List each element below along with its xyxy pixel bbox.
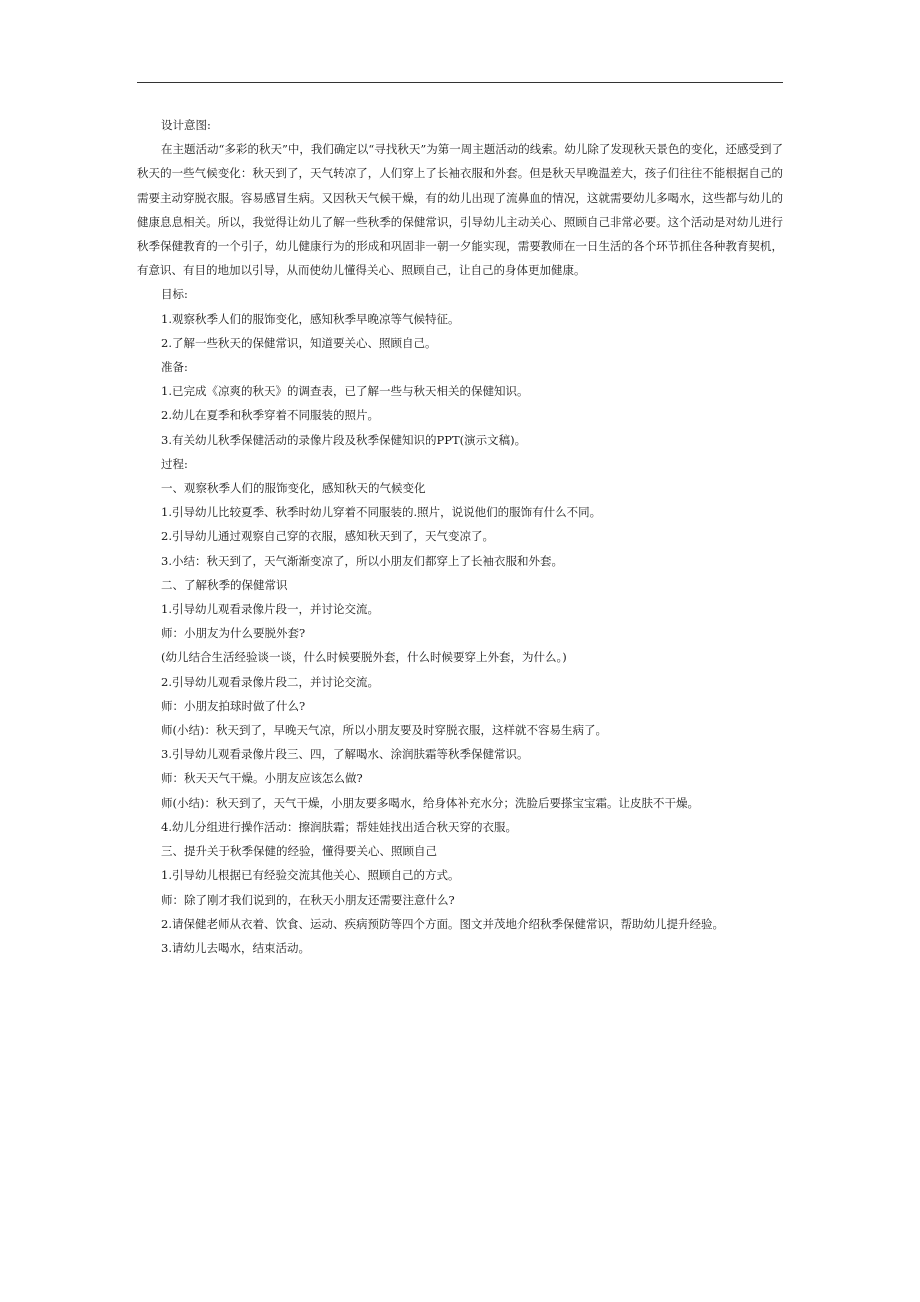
preparation-item: 2.幼儿在夏季和秋季穿着不同服装的照片。 bbox=[161, 408, 379, 423]
teacher-line: 师：小朋友拍球时做了什么? bbox=[161, 698, 306, 713]
process-item: 2.引导幼儿通过观察自己穿的衣服，感知秋天到了，天气变凉了。 bbox=[161, 529, 494, 544]
teacher-line: 师：小朋友为什么要脱外套? bbox=[161, 626, 306, 641]
teacher-line: 师：秋天天气干燥。小朋友应该怎么做? bbox=[161, 771, 363, 786]
teacher-summary: 师(小结)：秋天到了，天气干燥，小朋友要多喝水，给身体补充水分；洗脸后要搽宝宝霜。让皮肤不干燥。 bbox=[161, 795, 699, 810]
process-item: 2.请保健老师从衣着、饮食、运动、疾病预防等四个方面。图文并茂地介绍秋季保健常识，帮助幼儿提升经验。 bbox=[161, 916, 724, 931]
design-intent-paragraph: 在主题活动“多彩的秋天”中，我们确定以“寻找秋天”为第一周主题活动的线索。幼儿除了发现秋天景色的变化，还感受到了秋天的一些气候变化：秋天到了，天气转凉了，人们穿上了长袖衣服和外套。但是秋天早晚温差大，孩子们往往不能根据自己的需要主动穿脱衣服。容易感冒生病。又因秋天气候干燥，有的幼儿出现了流鼻血的情况，这就需要幼儿多喝水，这些都与幼儿的健康息息相关。所以，我觉得让幼儿了解一些秋季的保健常识，引导幼儿主动关心、照顾自己非常必要。这个活动是对幼儿进行秋季保健教育的一个引子，幼儿健康行为的形成和巩固非一朝一夕能实现，需要教师在一日生活的各个环节抓住各种教育契机，有意识、有目的地加以引导，从而使幼儿懂得关心、照顾自己，让自己的身体更加健康。 bbox=[137, 142, 783, 278]
header-rule bbox=[137, 82, 783, 83]
heading-design-intent: 设计意图: bbox=[161, 118, 211, 132]
process-item: 4.幼儿分组进行操作活动：擦润肤霜；帮娃娃找出适合秋天穿的衣服。 bbox=[161, 819, 517, 834]
document-body bbox=[137, 113, 783, 960]
process-item: 1.引导幼儿观看录像片段一，并讨论交流。 bbox=[161, 602, 379, 617]
process-note: (幼儿结合生活经验谈一谈，什么时候要脱外套，什么时候要穿上外套，为什么。) bbox=[161, 650, 567, 665]
teacher-summary: 师(小结)：秋天到了，早晚天气凉，所以小朋友要及时穿脱衣服，这样就不容易生病了。 bbox=[161, 723, 607, 738]
heading-preparation: 准备: bbox=[161, 360, 188, 375]
goal-item: 1.观察秋季人们的服饰变化，感知秋季早晚凉等气候特征。 bbox=[161, 311, 460, 326]
process-item: 3.请幼儿去喝水，结束活动。 bbox=[161, 940, 310, 955]
process-item: 1.引导幼儿根据已有经验交流其他关心、照顾自己的方式。 bbox=[161, 868, 460, 883]
section-heading-3: 三、提升关于秋季保健的经验，懂得要关心、照顾自己 bbox=[161, 844, 437, 859]
process-item: 2.引导幼儿观看录像片段二，并讨论交流。 bbox=[161, 674, 379, 689]
teacher-line: 师：除了刚才我们说到的，在秋天小朋友还需要注意什么? bbox=[161, 892, 455, 907]
process-item: 1.引导幼儿比较夏季、秋季时幼儿穿着不同服装的.照片，说说他们的服饰有什么不同。 bbox=[161, 505, 602, 520]
preparation-item: 3.有关幼儿秋季保健活动的录像片段及秋季保健知识的PPT(演示文稿)。 bbox=[161, 432, 527, 447]
heading-goals: 目标: bbox=[161, 287, 188, 302]
process-item: 3.引导幼儿观看录像片段三、四，了解喝水、涂润肤霜等秋季保健常识。 bbox=[161, 747, 529, 762]
process-item: 3.小结：秋天到了，天气渐渐变凉了，所以小朋友们都穿上了长袖衣服和外套。 bbox=[161, 553, 563, 568]
preparation-item: 1.已完成《凉爽的秋天》的调查表，已了解一些与秋天相关的保健知识。 bbox=[161, 384, 529, 399]
section-heading-2: 二、了解秋季的保健常识 bbox=[161, 577, 288, 592]
goal-item: 2.了解一些秋天的保健常识，知道要关心、照顾自己。 bbox=[161, 335, 437, 350]
heading-process: 过程: bbox=[161, 456, 188, 471]
section-heading-1: 一、观察秋季人们的服饰变化，感知秋天的气候变化 bbox=[161, 481, 426, 496]
